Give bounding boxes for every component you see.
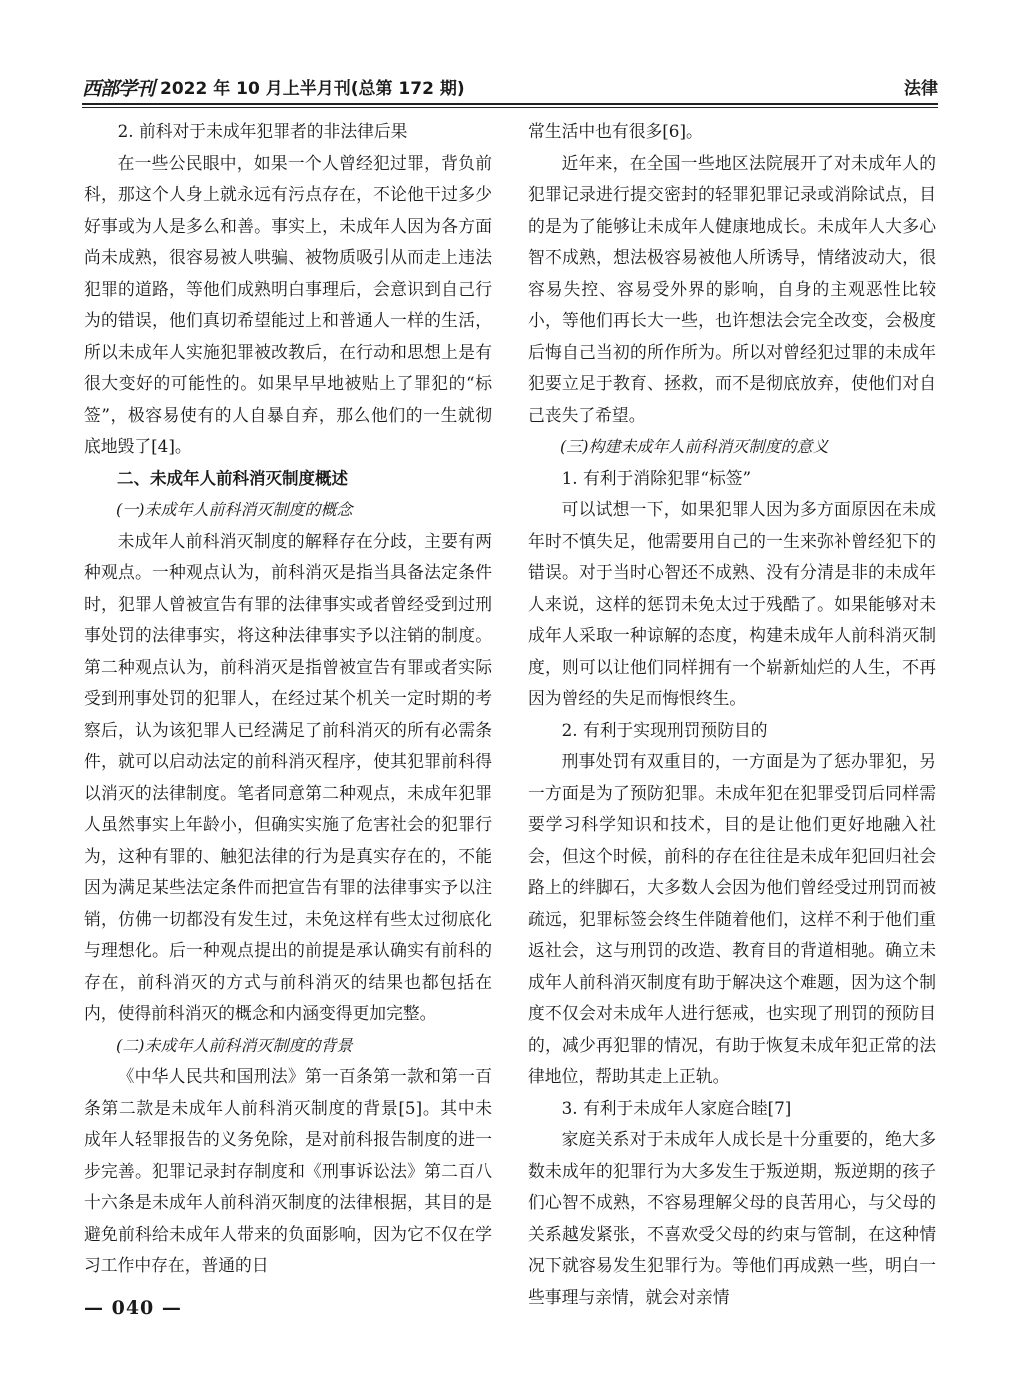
section-heading: 二、未成年人前科消灭制度概述 xyxy=(117,468,348,488)
journal-logo: 西部学刊 xyxy=(82,78,155,100)
page-number: — 040 — xyxy=(84,1297,182,1319)
paragraph: 在一些公民眼中，如果一个人曾经犯过罪，背负前科，那这个人身上就永远有污点存在，不论他干过多少好事或为人是多么和善。事实上，未成年人因为各方面尚未成熟，很容易被人哄骗、被物质吸引从而走上违法犯罪的道路，等他们成熟明白事理后，会意识到自己行为的错误，他们真切希望能过上和普通人一样的生活，所以未成年人实施犯罪被改教后，在行动和思想上是有很大变好的可能性的。如果早早地被贴上了罪犯的“标签”，极容易使有的人自暴自弃，那么他们的一生就彻底地毁了[4]。 xyxy=(84,152,492,456)
right-column xyxy=(528,116,936,1313)
header-rule xyxy=(82,103,938,105)
left-column xyxy=(84,116,492,1282)
subsection-heading: (一)未成年人前科消灭制度的概念 xyxy=(116,500,353,519)
paragraph: 未成年人前科消灭制度的解释存在分歧，主要有两种观点。一种观点认为，前科消灭是指当具备法定条件时，犯罪人曾被宣告有罪的法律事实或者曾经受到过刑事处罚的法律事实，将这种法律事实予以注销的制度。第二种观点认为，前科消灭是指曾被宣告有罪或者实际受到刑事处罚的犯罪人，在经过某个机关一定时期的考察后，认为该犯罪人已经满足了前科消灭的所有必需条件，就可以启动法定的前科消灭程序，使其犯罪前科得以消灭的法律制度。笔者同意第二种观点，未成年犯罪人虽然事实上年龄小，但确实实施了危害社会的犯罪行为，这种有罪的、触犯法律的行为是真实存在的，不能因为满足某些法定条件而把宣告有罪的法律事实予以注销，仿佛一切都没有发生过，未免这样有些太过彻底化与理想化。后一种观点提出的前提是承认确实有前科的存在，前科消灭的方式与前科消灭的结果也都包括在内，使得前科消灭的概念和内涵变得更加完整。 xyxy=(84,530,492,1023)
header-rule-thin xyxy=(82,107,938,108)
paragraph: 家庭关系对于未成年人成长是十分重要的，绝大多数未成年的犯罪行为大多发生于叛逆期，叛逆期的孩子们心智不成熟，不容易理解父母的良苦用心，与父母的关系越发紧张，不喜欢受父母的约束与管制，在这种情况下就容易发生犯罪行为。等他们再成熟一些，明白一些事理与亲情，就会对亲情 xyxy=(528,1129,936,1307)
numbered-heading: 3. 有利于未成年人家庭合睦[7] xyxy=(561,1097,792,1118)
section-title: 法律 xyxy=(904,79,938,99)
paragraph: 近年来，在全国一些地区法院展开了对未成年人的犯罪记录进行提交密封的轻罪犯罪记录或消除试点，目的是为了能够让未成年人健康地成长。未成年人大多心智不成熟，想法极容易被他人所诱导，情绪波动大，很容易失控、容易受外界的影响，自身的主观恶性比较小，等他们再长大一些，也许想法会完全改变，会极度后悔自己当初的所作所为。所以对曾经犯过罪的未成年犯要立足于教育、拯救，而不是彻底放弃，使他们对自己丧失了希望。 xyxy=(528,152,936,425)
paragraph-continued: 常生活中也有很多[6]。 xyxy=(528,121,703,141)
numbered-heading: 2. 前科对于未成年犯罪者的非法律后果 xyxy=(117,121,408,141)
issue-info: 2022 年 10 月上半月刊(总第 172 期) xyxy=(160,79,465,99)
paragraph: 《中华人民共和国刑法》第一百条第一款和第一百条第二款是未成年人前科消灭制度的背景[5]。其中未成年人轻罪报告的义务免除，是对前科报告制度的进一步完善。犯罪记录封存制度和《刑事诉讼法》第二百八十六条是未成年人前科消灭制度的法律根据，其目的是避免前科给未成年人带来的负面影响，因为它不仅在学习工作中存在，普通的日 xyxy=(84,1066,492,1275)
numbered-heading: 2. 有利于实现刑罚预防目的 xyxy=(561,719,768,740)
page-header xyxy=(82,72,938,102)
numbered-heading: 1. 有利于消除犯罪“标签” xyxy=(561,467,752,488)
paragraph: 可以试想一下，如果犯罪人因为多方面原因在未成年时不慎失足，他需要用自己的一生来弥补曾经犯下的错误。对于当时心智还不成熟、没有分清是非的未成年人来说，这样的惩罚未免太过于残酷了。如果能够对未成年人采取一种谅解的态度，构建未成年人前科消灭制度，则可以让他们同样拥有一个崭新灿烂的人生，不再因为曾经的失足而悔恨终生。 xyxy=(528,499,936,708)
subsection-heading: (三)构建未成年人前科消灭制度的意义 xyxy=(560,437,829,456)
paragraph: 刑事处罚有双重目的，一方面是为了惩办罪犯，另一方面是为了预防犯罪。未成年犯在犯罪受罚后同样需要学习科学知识和技术，目的是让他们更好地融入社会，但这个时候，前科的存在往往是未成年犯回归社会路上的绊脚石，大多数人会因为他们曾经受过刑罚而被疏远，犯罪标签会终生伴随着他们，这样不利于他们重返社会，这与刑罚的改造、教育目的背道相驰。确立未成年人前科消灭制度有助于解决这个难题，因为这个制度不仅会对未成年人进行惩戒，也实现了刑罚的预防目的，减少再犯罪的情况，有助于恢复未成年犯正常的法律地位，帮助其走上正轨。 xyxy=(528,751,936,1086)
subsection-heading: (二)未成年人前科消灭制度的背景 xyxy=(116,1035,353,1055)
